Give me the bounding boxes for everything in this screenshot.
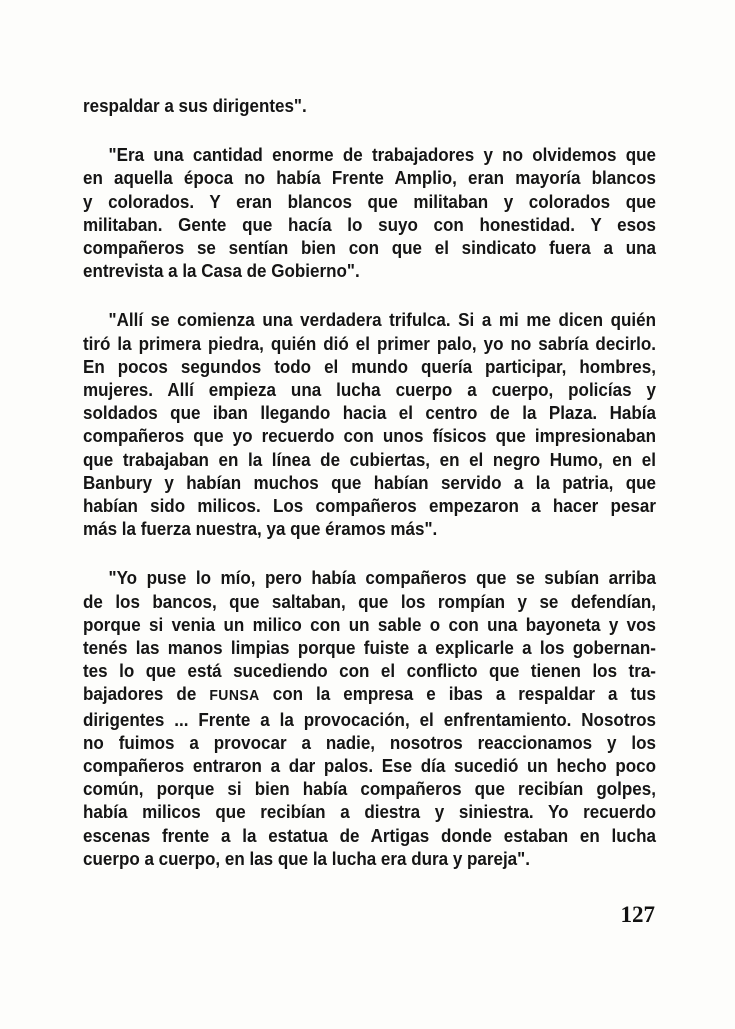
text-line: de los bancos, que saltaban, que los rompían y se defendían, bbox=[83, 591, 656, 612]
text-block bbox=[83, 95, 656, 871]
text-line: tes lo que está sucediendo con el conflicto que tienen los tra- bbox=[83, 661, 656, 682]
text-line: y colorados. Y eran blancos que militaban y colorados que bbox=[83, 191, 656, 212]
text-line: cuerpo a cuerpo, en las que la lucha era dura y pareja". bbox=[83, 848, 530, 869]
text-line: En pocos segundos todo el mundo quería participar, hombres, bbox=[83, 356, 656, 377]
text-line: no fuimos a provocar a nadie, nosotros reaccionamos y los bbox=[83, 732, 656, 753]
page-number: 127 bbox=[620, 902, 655, 927]
paragraph bbox=[83, 309, 656, 541]
text-line: bajadores de FUNSA con la empresa e ibas a respaldar a tus bbox=[83, 684, 656, 705]
text-line: Banbury y habían muchos que habían servido a la patria, que bbox=[83, 472, 656, 493]
text-line: habían sido milicos. Los compañeros empezaron a hacer pesar bbox=[83, 496, 656, 517]
text-line: "Allí se comienza una verdadera trifulca. Si a mi me dicen quién bbox=[108, 310, 656, 331]
paragraph bbox=[83, 144, 656, 283]
text-line: "Yo puse lo mío, pero había compañeros que se subían arriba bbox=[108, 568, 656, 589]
small-caps-term: FUNSA bbox=[209, 688, 260, 705]
text-line: compañeros entraron a dar palos. Ese día sucedió un hecho poco bbox=[83, 756, 656, 777]
paragraph bbox=[83, 95, 656, 118]
text-line: porque si venia un milico con un sable o con una bayoneta y vos bbox=[83, 614, 656, 635]
text-line: en aquella época no había Frente Amplio, eran mayoría blancos bbox=[83, 168, 656, 189]
text-line: tiró la primera piedra, quién dió el primer palo, yo no sabría decirlo. bbox=[83, 333, 656, 354]
text-line: dirigentes ... Frente a la provocación, el enfrentamiento. Nosotros bbox=[83, 709, 656, 730]
text-line: entrevista a la Casa de Gobierno". bbox=[83, 261, 360, 282]
text-line: más la fuerza nuestra, ya que éramos más". bbox=[83, 519, 438, 540]
text-line: tenés las manos limpias porque fuiste a explicarle a los gobernan- bbox=[83, 638, 656, 659]
text-line: compañeros que yo recuerdo con unos físicos que impresionaban bbox=[83, 426, 656, 447]
text-line: escenas frente a la estatua de Artigas donde estaban en lucha bbox=[83, 825, 656, 846]
text-line: había milicos que recibían a diestra y siniestra. Yo recuerdo bbox=[83, 802, 656, 823]
text-line: compañeros se sentían bien con que el sindicato fuera a una bbox=[83, 238, 656, 259]
text-line: "Era una cantidad enorme de trabajadores y no olvidemos que bbox=[108, 145, 656, 166]
text-line: respaldar a sus dirigentes". bbox=[83, 96, 307, 116]
text-line: mujeres. Allí empieza una lucha cuerpo a cuerpo, policías y bbox=[83, 380, 656, 401]
text-line: militaban. Gente que hacía lo suyo con honestidad. Y esos bbox=[83, 214, 656, 235]
text-line: que trabajaban en la línea de cubiertas, en el negro Humo, en el bbox=[83, 449, 656, 470]
text-line: común, porque si bien había compañeros que recibían golpes, bbox=[83, 779, 656, 800]
text-line: soldados que iban llegando hacia el centro de la Plaza. Había bbox=[83, 403, 656, 424]
paragraph bbox=[83, 567, 656, 871]
